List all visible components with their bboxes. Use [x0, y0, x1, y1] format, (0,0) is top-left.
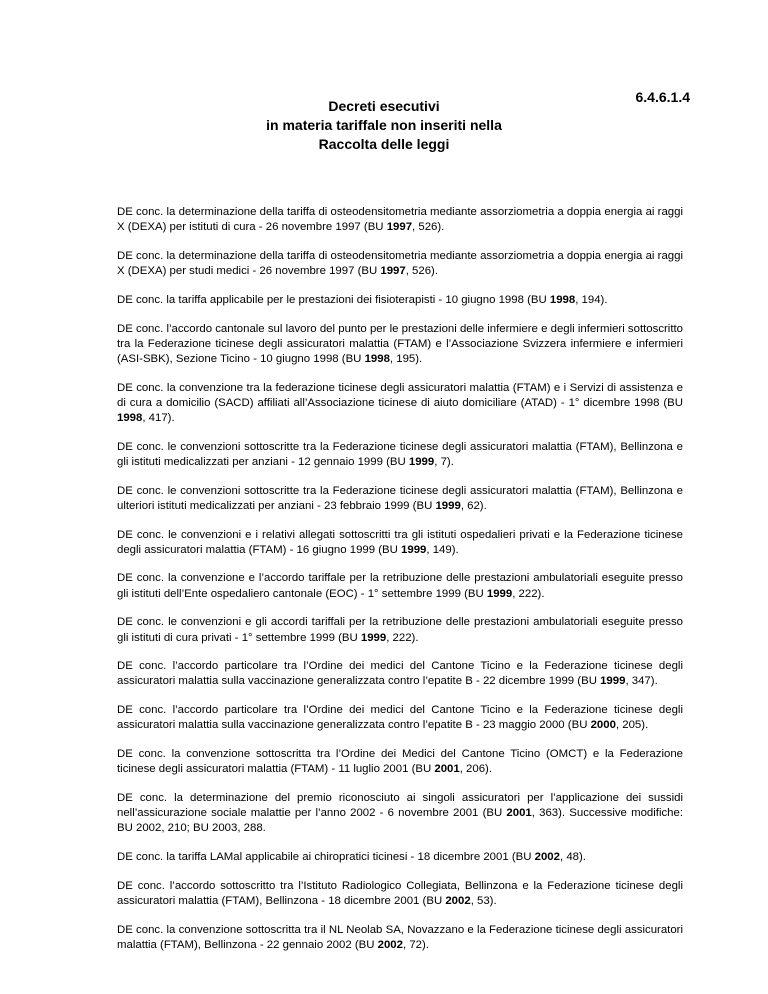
decree-entry: DE conc. le convenzioni sottoscritte tra la Federazione ticinese degli assicuratori malattia (FTAM), Bellinzona e gli istituti medicalizzati per anziani - 12 gennaio 1999 (BU 1999, 7). [117, 440, 683, 468]
decree-entry: DE conc. la convenzione e l’accordo tariffale per la retribuzione delle prestazioni ambulatoriali eseguite presso gli istituti dell’Ente ospedaliero cantonale (EOC) - 1° settembre 1999 (BU 1999, 222). [117, 572, 683, 600]
decree-entry: DE conc. l’accordo particolare tra l’Ordine dei medici del Cantone Ticino e la Federazione ticinese degli assicuratori malattia sulla vaccinazione generalizzata contro l’epatite B - 22 dicembre 1999 (BU 1999, 347). [117, 660, 683, 688]
decree-entry: DE conc. la determinazione della tariffa di osteodensitometria mediante assorziometria a doppia energia ai raggi X (DEXA) per istituti di cura - 26 novembre 1997 (BU 1997, 526). [117, 206, 683, 234]
document-code: 6.4.6.1.4 [635, 89, 690, 105]
title-line: Raccolta delle leggi [318, 136, 450, 152]
decree-entry: DE conc. la convenzione sottoscritta tra il NL Neolab SA, Novazzano e la Federazione ticinese degli assicuratori malattia (FTAM), Bellinzona - 22 gennaio 2002 (BU 2002, 72). [117, 923, 683, 951]
decree-entry: DE conc. la convenzione tra la federazione ticinese degli assicuratori malattia (FTAM) e i Servizi di assistenza e di cura a domicilio (SACD) affiliati all’Associazione ticinese di aiuto domiciliare (ATAD) - 1° dicembre 1998 (BU 1998, 417). [117, 381, 683, 425]
decree-list [117, 205, 683, 967]
decree-entry: DE conc. l’accordo sottoscritto tra l’Istituto Radiologico Collegiata, Bellinzona e la Federazione ticinese degli assicuratori malattia (FTAM), Bellinzona - 18 dicembre 2001 (BU 2002, 53). [117, 879, 683, 907]
decree-entry: DE conc. la convenzione sottoscritta tra l’Ordine dei Medici del Cantone Ticino (OMCT) e la Federazione ticinese degli assicuratori malattia (FTAM) - 11 luglio 2001 (BU 2001, 206). [117, 748, 683, 776]
decree-entry: DE conc. la tariffa applicabile per le prestazioni dei fisioterapisti - 10 giugno 1998 (BU 1998, 194). [117, 293, 608, 306]
decree-entry: DE conc. le convenzioni sottoscritte tra la Federazione ticinese degli assicuratori malattia (FTAM), Bellinzona e ulteriori istituti medicalizzati per anziani - 23 febbraio 1999 (BU 1999, 62). [117, 484, 683, 512]
title-line: in materia tariffale non inseriti nella [266, 117, 502, 133]
decree-entry: DE conc. le convenzioni e gli accordi tariffali per la retribuzione delle prestazioni ambulatoriali eseguite presso gli istituti di cura privati - 1° settembre 1999 (BU 1999, 222). [117, 616, 683, 644]
decree-entry: DE conc. l’accordo cantonale sul lavoro del punto per le prestazioni delle infermiere e degli infermieri sottoscritto tra la Federazione ticinese degli assicuratori malattia (FTAM) e l’Associazione Svizzera infermiere e infermieri (ASI-SBK), Sezione Ticino - 10 giugno 1998 (BU 1998, 195). [117, 322, 683, 365]
document-title [0, 97, 768, 154]
decree-entry: DE conc. le convenzioni e i relativi allegati sottoscritti tra gli istituti ospedalieri privati e la Federazione ticinese degli assicuratori malattia (FTAM) - 16 giugno 1999 (BU 1999, 149). [117, 528, 683, 556]
decree-entry: DE conc. la determinazione del premio riconosciuto ai singoli assicuratori per l’applicazione dei sussidi nell’assicurazione sociale malattie per l’anno 2002 - 6 novembre 2001 (BU 2001, 363). Successive modifiche: BU 2002, 210; BU 2003, 288. [117, 791, 684, 835]
title-line: Decreti esecutivi [328, 98, 440, 114]
decree-entry: DE conc. l’accordo particolare tra l’Ordine dei medici del Cantone Ticino e la Federazione ticinese degli assicuratori malattia sulla vaccinazione generalizzata contro l’epatite B - 23 maggio 2000 (BU 2000, 205). [117, 704, 683, 732]
decree-entry: DE conc. la tariffa LAMal applicabile ai chiropratici ticinesi - 18 dicembre 2001 (BU 2002, 48). [117, 851, 586, 864]
decree-entry: DE conc. la determinazione della tariffa di osteodensitometria mediante assorziometria a doppia energia ai raggi X (DEXA) per studi medici - 26 novembre 1997 (BU 1997, 526). [117, 249, 683, 278]
